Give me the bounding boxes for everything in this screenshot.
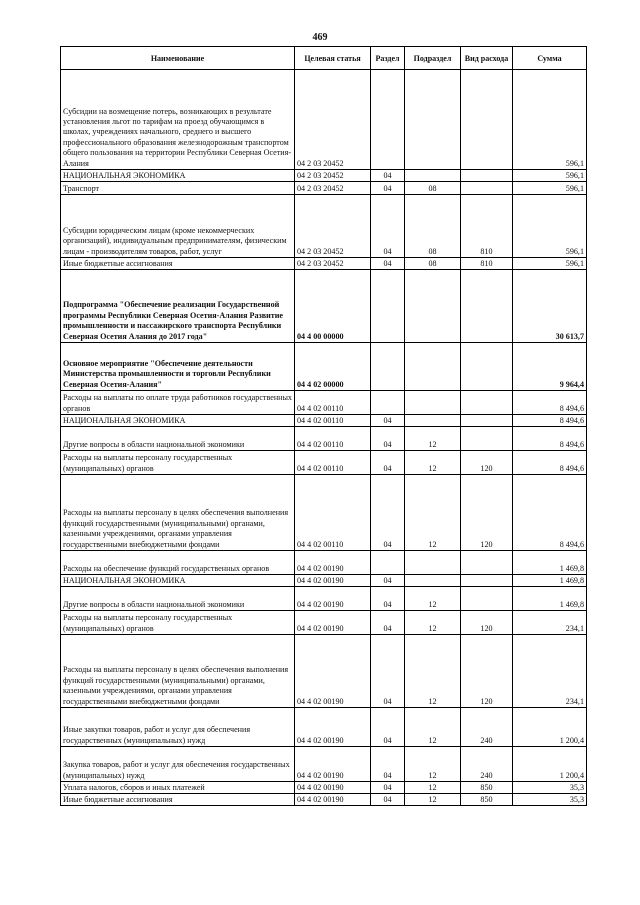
cell-subsection [405,70,461,170]
cell-section: 04 [371,258,405,270]
cell-expense-type [461,415,513,427]
cell-section [371,343,405,391]
table-row [61,575,587,587]
cell-expense-type [461,427,513,451]
cell-section: 04 [371,170,405,182]
cell-sum: 596,1 [513,195,587,258]
cell-target-article: 04 4 02 00190 [295,587,371,611]
cell-target-article: 04 4 02 00190 [295,551,371,575]
table-row [61,451,587,475]
table-row [61,635,587,708]
header-row [61,47,587,70]
cell-section: 04 [371,635,405,708]
table-row [61,475,587,551]
cell-section: 04 [371,475,405,551]
table-row [61,611,587,635]
table-row [61,258,587,270]
cell-target-article: 04 4 02 00190 [295,708,371,747]
cell-subsection: 12 [405,708,461,747]
cell-target-article: 04 4 02 00110 [295,475,371,551]
header-expense-type: Вид расхода [461,47,513,70]
cell-name: Иные бюджетные ассигнования [61,258,295,270]
cell-name: Подпрограмма "Обеспечение реализации Государственной программы Республики Северная Осетия-Алания Развитие промышленности и пассажирского транспорта Республики Северная Осетия Алания до 2017 года" [61,270,295,343]
cell-section: 04 [371,195,405,258]
cell-target-article: 04 2 03 20452 [295,70,371,170]
table-row [61,270,587,343]
cell-section: 04 [371,427,405,451]
cell-target-article: 04 4 02 00000 [295,343,371,391]
cell-subsection: 12 [405,587,461,611]
cell-name: Другие вопросы в области национальной экономики [61,587,295,611]
cell-expense-type [461,182,513,195]
cell-sum: 30 613,7 [513,270,587,343]
table-row [61,415,587,427]
header-subsection: Подраздел [405,47,461,70]
cell-sum: 596,1 [513,170,587,182]
cell-sum: 35,3 [513,782,587,794]
cell-target-article: 04 4 02 00190 [295,782,371,794]
cell-target-article: 04 4 02 00110 [295,451,371,475]
cell-section: 04 [371,708,405,747]
cell-name: Субсидии на возмещение потерь, возникающих в результате установления льгот по тарифам на проезд обучающимся в школах, учреждениях начального, среднего и высшего профессионального образования железнодорожным транспортом общего пользования на территории Республики Северная Осетия-Алания [61,70,295,170]
cell-subsection: 12 [405,782,461,794]
cell-name: НАЦИОНАЛЬНАЯ ЭКОНОМИКА [61,170,295,182]
cell-name: Транспорт [61,182,295,195]
cell-expense-type [461,587,513,611]
cell-section: 04 [371,182,405,195]
cell-expense-type: 810 [461,195,513,258]
cell-name: Расходы на выплаты по оплате труда работников государственных органов [61,391,295,415]
cell-name: Расходы на выплаты персоналу государственных (муниципальных) органов [61,451,295,475]
cell-target-article: 04 4 02 00190 [295,747,371,782]
cell-section [371,270,405,343]
cell-section: 04 [371,747,405,782]
cell-expense-type: 240 [461,708,513,747]
header-sum: Сумма [513,47,587,70]
cell-target-article: 04 2 03 20452 [295,258,371,270]
cell-target-article: 04 4 02 00110 [295,415,371,427]
table-row [61,747,587,782]
cell-target-article: 04 4 02 00190 [295,794,371,806]
cell-name: Иные закупки товаров, работ и услуг для обеспечения государственных (муниципальных) нужд [61,708,295,747]
cell-subsection: 12 [405,747,461,782]
cell-sum: 1 469,8 [513,575,587,587]
cell-sum: 1 469,8 [513,587,587,611]
cell-sum: 234,1 [513,635,587,708]
cell-sum: 8 494,6 [513,427,587,451]
cell-subsection: 12 [405,475,461,551]
cell-target-article: 04 4 02 00190 [295,575,371,587]
table-row [61,427,587,451]
cell-subsection: 12 [405,611,461,635]
cell-sum: 596,1 [513,182,587,195]
cell-section [371,70,405,170]
cell-subsection: 08 [405,258,461,270]
cell-sum: 596,1 [513,70,587,170]
cell-section [371,391,405,415]
cell-section: 04 [371,782,405,794]
cell-sum: 1 469,8 [513,551,587,575]
cell-section: 04 [371,587,405,611]
cell-expense-type [461,70,513,170]
cell-expense-type: 810 [461,258,513,270]
header-target-article: Целевая статья [295,47,371,70]
table-row [61,551,587,575]
cell-expense-type [461,391,513,415]
cell-subsection [405,270,461,343]
cell-section [371,551,405,575]
cell-expense-type: 240 [461,747,513,782]
cell-subsection: 12 [405,451,461,475]
cell-subsection [405,551,461,575]
cell-name: Иные бюджетные ассигнования [61,794,295,806]
cell-subsection: 12 [405,635,461,708]
cell-sum: 35,3 [513,794,587,806]
cell-section: 04 [371,415,405,427]
table-body [61,70,587,806]
cell-target-article: 04 4 02 00110 [295,391,371,415]
cell-section: 04 [371,575,405,587]
table-row [61,708,587,747]
budget-table [60,46,587,806]
table-row [61,182,587,195]
table-row [61,794,587,806]
cell-name: Расходы на выплаты персоналу государственных (муниципальных) органов [61,611,295,635]
cell-subsection [405,415,461,427]
cell-name: Другие вопросы в области национальной экономики [61,427,295,451]
cell-section: 04 [371,611,405,635]
cell-subsection: 08 [405,195,461,258]
cell-subsection: 08 [405,182,461,195]
cell-expense-type: 120 [461,475,513,551]
cell-subsection [405,391,461,415]
cell-sum: 1 200,4 [513,747,587,782]
cell-sum: 9 964,4 [513,343,587,391]
cell-target-article: 04 2 03 20452 [295,182,371,195]
cell-subsection [405,343,461,391]
table-row [61,195,587,258]
cell-target-article: 04 4 02 00190 [295,611,371,635]
cell-name: НАЦИОНАЛЬНАЯ ЭКОНОМИКА [61,415,295,427]
table-row [61,391,587,415]
header-name: Наименование [61,47,295,70]
table-row [61,170,587,182]
cell-name: Субсидии юридическим лицам (кроме некоммерческих организаций), индивидуальным предпринимателям, физическим лицам - производителям товаров, работ, услуг [61,195,295,258]
cell-expense-type [461,343,513,391]
page-number: 469 [312,32,328,43]
cell-sum: 8 494,6 [513,415,587,427]
cell-name: Расходы на выплаты персоналу в целях обеспечения выполнения функций государственными (муниципальными) органами, казенными учреждениями, органами управления государственными внебюджетными фондами [61,635,295,708]
cell-section: 04 [371,794,405,806]
cell-target-article: 04 2 03 20452 [295,195,371,258]
cell-expense-type [461,270,513,343]
cell-sum: 8 494,6 [513,451,587,475]
cell-expense-type [461,170,513,182]
cell-expense-type: 120 [461,611,513,635]
cell-name: Уплата налогов, сборов и иных платежей [61,782,295,794]
table-row [61,782,587,794]
cell-name: Закупка товаров, работ и услуг для обеспечения государственных (муниципальных) нужд [61,747,295,782]
cell-sum: 234,1 [513,611,587,635]
header-section: Раздел [371,47,405,70]
cell-subsection [405,170,461,182]
cell-expense-type: 850 [461,782,513,794]
table-row [61,70,587,170]
cell-name: Основное мероприятие "Обеспечение деятельности Министерства промышленности и торговли Республики Северная Осетия-Алания" [61,343,295,391]
cell-target-article: 04 4 02 00110 [295,427,371,451]
cell-expense-type: 120 [461,451,513,475]
cell-sum: 596,1 [513,258,587,270]
table-row [61,587,587,611]
cell-name: НАЦИОНАЛЬНАЯ ЭКОНОМИКА [61,575,295,587]
cell-target-article: 04 4 02 00190 [295,635,371,708]
cell-expense-type [461,551,513,575]
cell-expense-type: 120 [461,635,513,708]
cell-sum: 1 200,4 [513,708,587,747]
cell-section: 04 [371,451,405,475]
cell-expense-type [461,575,513,587]
cell-expense-type: 850 [461,794,513,806]
cell-sum: 8 494,6 [513,475,587,551]
cell-target-article: 04 4 00 00000 [295,270,371,343]
cell-subsection [405,575,461,587]
table-row [61,343,587,391]
cell-subsection: 12 [405,794,461,806]
cell-subsection: 12 [405,427,461,451]
cell-target-article: 04 2 03 20452 [295,170,371,182]
cell-name: Расходы на выплаты персоналу в целях обеспечения выполнения функций государственными (муниципальными) органами, казенными учреждениями, органами управления государственными внебюджетными фондами [61,475,295,551]
cell-sum: 8 494,6 [513,391,587,415]
cell-name: Расходы на обеспечение функций государственных органов [61,551,295,575]
